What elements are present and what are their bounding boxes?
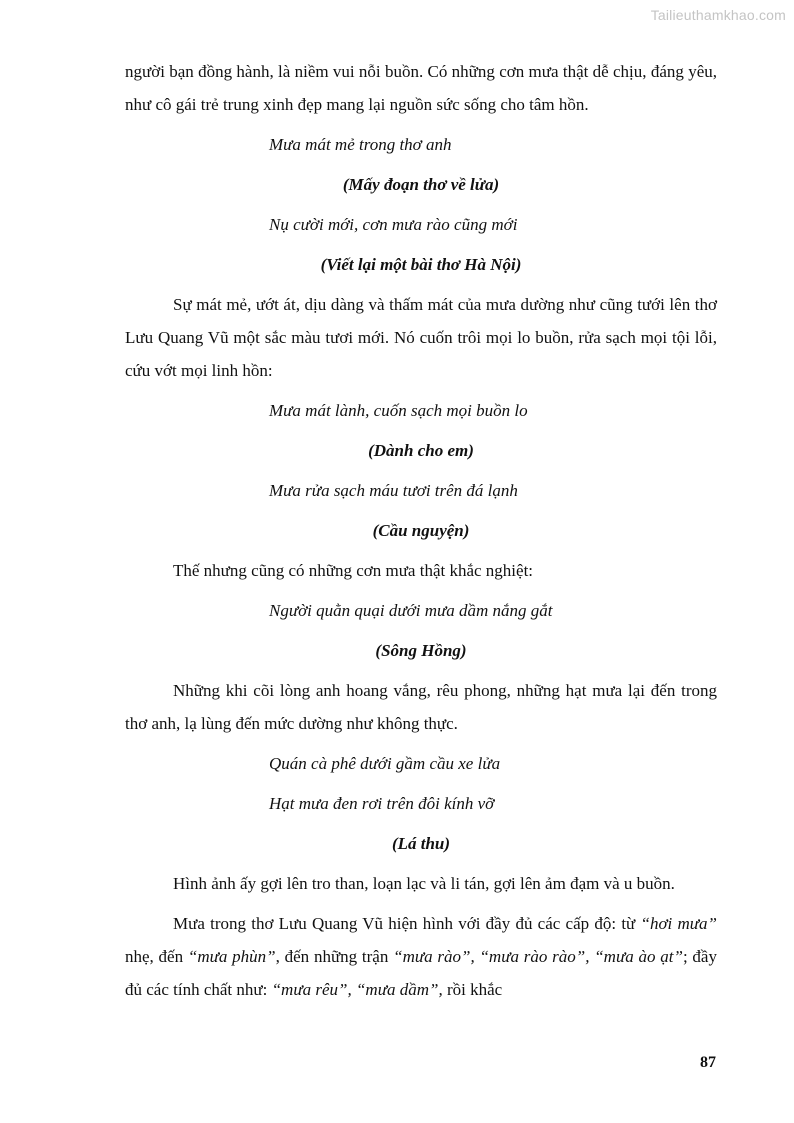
body-paragraph: Sự mát mẻ, ướt át, dịu dàng và thấm mát của mưa dường như cũng tưới lên thơ Lưu Quang Vũ một sắc màu tươi mới. Nó cuốn trôi mọi lo buồn, rửa sạch mọi tội lỗi, cứu vớt mọi linh hồn: — [125, 295, 717, 380]
poem-quote-line: Mưa mát lành, cuốn sạch mọi buồn lo — [269, 401, 528, 420]
text-run: rồi khắc — [442, 980, 503, 999]
poem-source-title: (Dành cho em) — [368, 441, 474, 460]
page-number: 87 — [700, 1054, 716, 1071]
italic-quote: “mưa rêu”, “mưa dầm”, — [271, 980, 443, 999]
poem-quote-line: Hạt mưa đen rơi trên đôi kính vỡ — [269, 794, 495, 813]
text-run: Mưa trong thơ Lưu Quang Vũ hiện hình với đầy đủ các cấp độ: từ — [173, 914, 641, 933]
text-run: nhẹ, đến — [125, 947, 188, 966]
poem-source-title: (Mấy đoạn thơ về lửa) — [342, 175, 500, 194]
body-paragraph: người bạn đồng hành, là niềm vui nỗi buồn. Có những cơn mưa thật dễ chịu, đáng yêu, như cô gái trẻ trung xinh đẹp mang lại nguồn sức sống cho tâm hồn. — [125, 62, 717, 114]
body-paragraph: Những khi cõi lòng anh hoang vắng, rêu phong, những hạt mưa lại đến trong thơ anh, lạ lùng đến mức dường như không thực. — [125, 681, 717, 733]
poem-source-title: (Lá thu) — [391, 834, 451, 853]
italic-quote: “hơi mưa” — [640, 914, 718, 933]
poem-quote-line: Nụ cười mới, cơn mưa rào cũng mới — [269, 215, 518, 234]
body-paragraph: Hình ảnh ấy gợi lên tro than, loạn lạc và li tán, gợi lên ảm đạm và u buồn. — [173, 874, 675, 893]
document-body — [125, 55, 717, 1013]
watermark-text: Tailieuthamkhao.com — [650, 7, 786, 23]
text-run: , đến những trận — [275, 947, 394, 966]
text-run: ; đầy đủ các tính chất như: — [125, 947, 717, 999]
poem-source-title: (Cầu nguyện) — [372, 521, 470, 540]
italic-quote: “mưa phùn” — [187, 947, 276, 966]
poem-quote-line: Quán cà phê dưới gầm cầu xe lửa — [269, 754, 501, 773]
poem-quote-line: Người quằn quại dưới mưa dầm nắng gắt — [269, 601, 553, 620]
body-paragraph: Thế nhưng cũng có những cơn mưa thật khắc nghiệt: — [173, 561, 534, 580]
italic-quote: “mưa rào”, “mưa rào rào”, “mưa ào ạt” — [393, 947, 683, 966]
poem-source-title: (Sông Hồng) — [375, 641, 467, 660]
poem-source-title: (Viết lại một bài thơ Hà Nội) — [320, 255, 522, 274]
body-paragraph — [125, 907, 717, 1006]
poem-quote-line: Mưa rửa sạch máu tươi trên đá lạnh — [269, 481, 518, 500]
poem-quote-line: Mưa mát mẻ trong thơ anh — [269, 135, 452, 154]
